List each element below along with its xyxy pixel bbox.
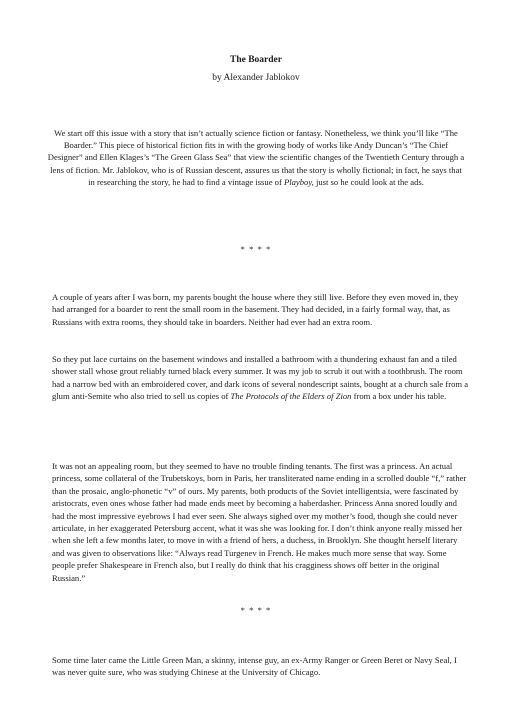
paragraph-2 <box>52 353 470 403</box>
paragraph-4 <box>52 654 470 679</box>
author-byline: by Alexander Jablokov <box>212 73 300 83</box>
paragraph-text: Some time later came the Little Green Man, a skinny, intense guy, an ex-Army Ranger or Green Beret or Navy Seal, I was never quite sure, who was studying Chinese at the University of Chicago. <box>52 655 457 678</box>
paragraph-text: A couple of years after I was born, my parents bought the house where they still live. Before they even moved in, they had arranged for a boarder to rent the small room in the basement. They had decided, in a fairly formal way, that, as Russians with extra rooms, they should take in boarders. Neither had ever had an extra room. <box>52 292 459 327</box>
paragraph-text-main: So they put lace curtains on the basement windows and installed a bathroom with a thundering exhaust fan and a tiled shower stall whose grout reliably turned black every summer. It was my job to scrub it out with a toothbrush. The room had a narrow bed with an embroidered cover, and dark icons of several nondescript saints, bought at a church sale from a glum anti-Semite who also tried to sell us copies of <box>52 354 469 402</box>
intro-text: We start off this issue with a story that isn’t actually science fiction or fantasy. Nonetheless, we think you’ll like “The Boarder.” This piece of historical fiction fits in with the growing body of works like Andy Duncan’s “The Chief Designer” and Ellen Klages’s “The Green Glass Sea” that view the scientific changes of the Twentieth Century through a lens of fiction. Mr. Jablokov, who is of Russian descent, assures us that the story is wholly fictional; in fact, he says that in researching the story, he had to find a vintage issue of <box>47 128 465 187</box>
book-title-italic: The Protocols of the Elders of Zion <box>230 391 352 402</box>
paragraph-text: It was not an appealing room, but they seemed to have no trouble finding tenants. The first was a princess. An actual princess, some collateral of the Trubetskoys, born in Paris, her transliterated name ending in a scrolled double “f,” rather than the prosaic, anglo-phonetic “v” of ours. My parents, both products of the Soviet intelligentsia, were fascinated by aristocrats, even ones whose father had made ends meet by becoming a haberdasher. Princess Anna snored loudly and had the most impressive eyebrows I had ever seen. She always sighed over my mother’s food, though she could never articulate, in her exaggerated Petersburg accent, what it was she was looking for. I don’t think anyone really missed her when she left a few months later, to move in with a friend of hers, a duchess, in Brooklyn. She thought herself literary and was given to observations like: “Always read Turgenev in French. He makes much more sense that way. Some people prefer Shakespeare in French also, but I really do think that his cragginess shows off better in the original Russian.” <box>52 461 467 583</box>
story-title: The Boarder <box>230 55 282 65</box>
section-separator: * * * * <box>240 605 272 615</box>
intro-italic-text: Playboy, <box>283 176 314 187</box>
paragraph-text-tail: from a box under his table. <box>351 391 447 402</box>
intro-text-end: just so he could look at the ads. <box>313 176 424 187</box>
editorial-intro <box>46 127 466 188</box>
paragraph-1 <box>52 291 470 328</box>
section-separator: * * * * <box>240 244 272 254</box>
paragraph-text <box>52 353 470 403</box>
paragraph-3 <box>52 460 470 584</box>
